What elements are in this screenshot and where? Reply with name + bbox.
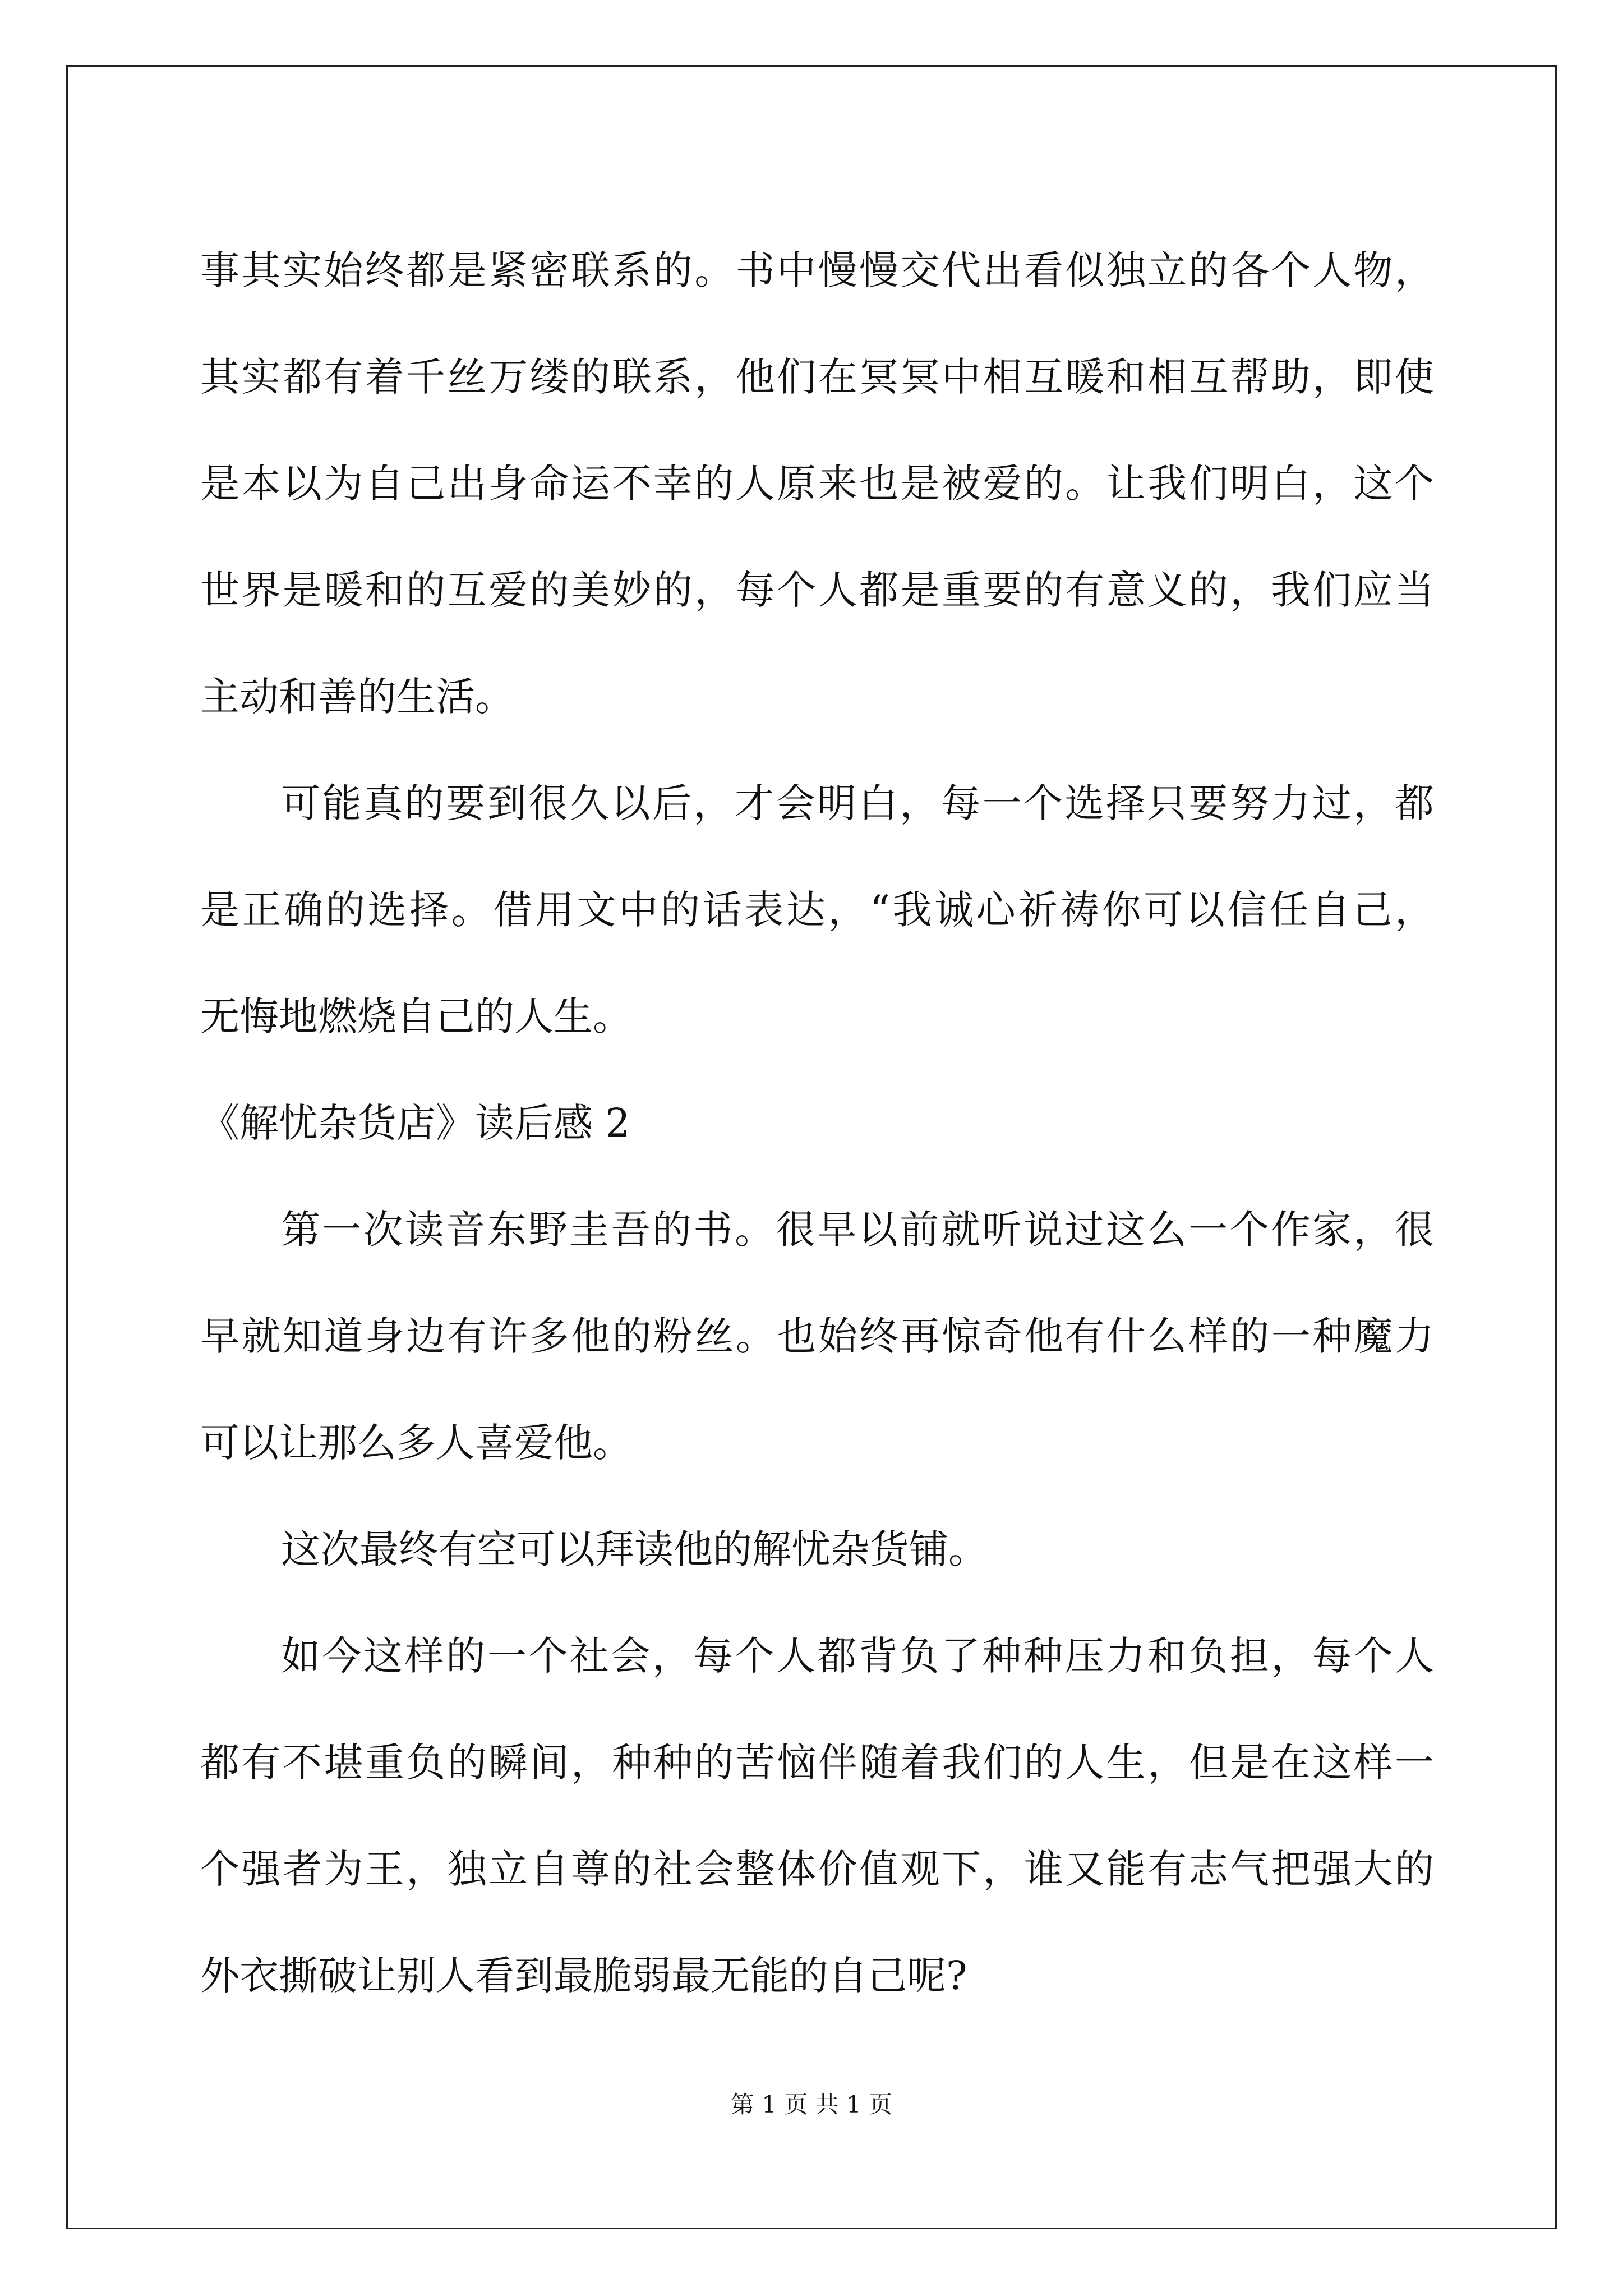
text-line: 早就知道身边有许多他的粉丝。也始终再惊奇他有什么样的一种魔力 (200, 1313, 1434, 1359)
text-line: 无悔地燃烧自己的人生。 (200, 993, 632, 1039)
text-line: 世界是暖和的互爱的美妙的，每个人都是重要的有意义的，我们应当 (200, 567, 1434, 613)
text-line: 是本以为自己出身命运不幸的人原来也是被爱的。让我们明白，这个 (200, 461, 1434, 507)
section-heading: 《解忧杂货店》读后感 2 (200, 1100, 630, 1146)
text-line: 外衣撕破让别人看到最脆弱最无能的自己呢? (200, 1953, 967, 1999)
document-body (200, 217, 1434, 2029)
text-line: 可能真的要到很久以后，才会明白，每一个选择只要努力过，都 (281, 780, 1434, 826)
page-footer: 第 1 页 共 1 页 (730, 2091, 893, 2118)
text-line: 主动和善的生活。 (200, 674, 514, 720)
text-line: 第一次读音东野圭吾的书。很早以前就听说过这么一个作家，很 (281, 1207, 1434, 1253)
text-line: 可以让那么多人喜爱他。 (200, 1420, 632, 1466)
text-line: 个强者为王，独立自尊的社会整体价值观下，谁又能有志气把强大的 (200, 1846, 1434, 1892)
text-line: 如今这样的一个社会，每个人都背负了种种压力和负担，每个人 (281, 1633, 1434, 1679)
text-line: 是正确的选择。借用文中的话表达，“我诚心祈祷你可以信任自己， (200, 887, 1434, 933)
text-line: 其实都有着千丝万缕的联系，他们在冥冥中相互暖和相互帮助，即使 (200, 354, 1434, 400)
text-line: 事其实始终都是紧密联系的。书中慢慢交代出看似独立的各个人物， (200, 247, 1434, 293)
text-line: 这次最终有空可以拜读他的解忧杂货铺。 (281, 1526, 988, 1572)
text-line: 都有不堪重负的瞬间，种种的苦恼伴随着我们的人生，但是在这样一 (200, 1740, 1434, 1786)
